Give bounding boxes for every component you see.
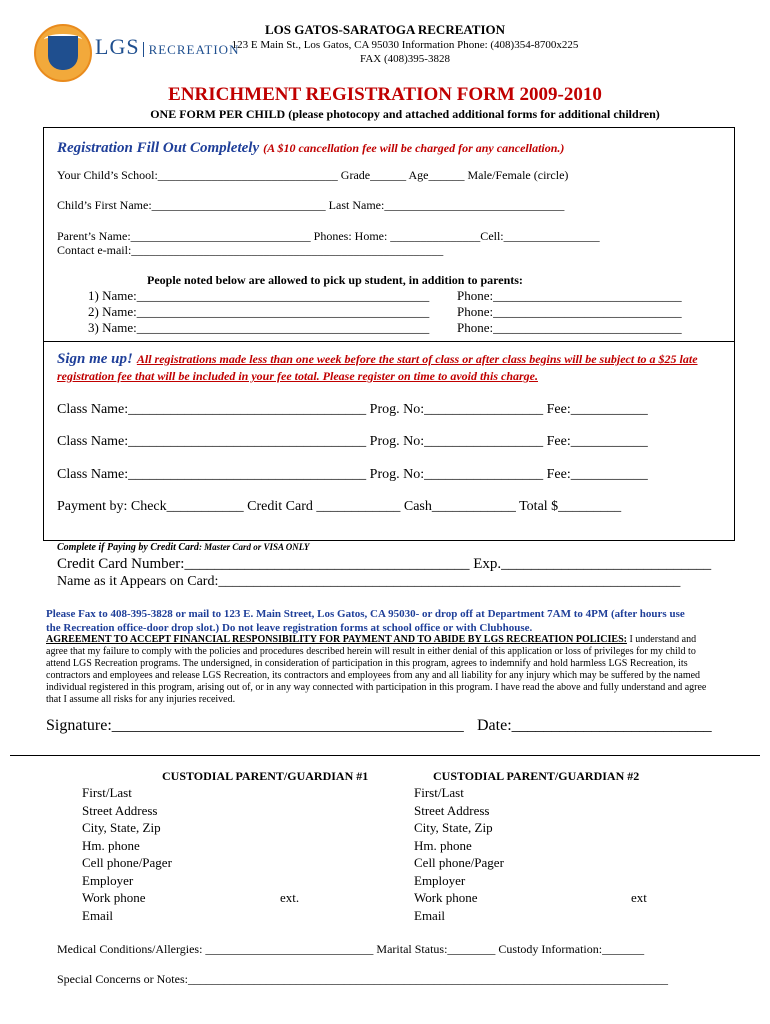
g1-field-street[interactable]: Street Address <box>82 803 158 818</box>
signature-line[interactable]: Signature:____________________________________________ <box>46 717 464 734</box>
credit-heading-row <box>57 542 309 553</box>
pickup-name-2[interactable]: 2) Name:_____________________________________________ <box>88 304 430 319</box>
parent-line[interactable]: Parent’s Name:______________________________ Phones: Home: _______________Cell:________________ <box>57 229 600 243</box>
g2-field-firstlast[interactable]: First/Last <box>414 785 464 800</box>
org-name: LOS GATOS-SARATOGA RECREATION <box>264 22 506 37</box>
section-rule <box>10 755 760 756</box>
pickup-phone-2[interactable]: Phone:_____________________________ <box>457 304 682 319</box>
agreement-row-1 <box>46 634 696 645</box>
g2-field-cell[interactable]: Cell phone/Pager <box>414 855 504 870</box>
late-fee-note-1: All registrations made less than one week before the start of class or after class begins will be subject to a $25 late <box>136 352 698 366</box>
form-title: ENRICHMENT REGISTRATION FORM 2009-2010 <box>168 84 602 105</box>
payment-line[interactable]: Payment by: Check___________ Credit Card ____________ Cash____________ Total $_________ <box>57 499 622 514</box>
credit-heading: Complete if Paying by Credit Card <box>57 542 199 553</box>
pickup-heading: People noted below are allowed to pick up student, in addition to parents: <box>147 273 523 287</box>
g1-field-email[interactable]: Email <box>82 908 114 923</box>
g2-field-employer[interactable]: Employer <box>414 873 466 888</box>
sign-me-up-heading: Sign me up! <box>57 351 133 367</box>
g2-field-street[interactable]: Street Address <box>414 803 490 818</box>
g1-field-cell[interactable]: Cell phone/Pager <box>82 855 172 870</box>
fax-note-1: Please Fax to 408-395-3828 or mail to 123 E. Main Street, Los Gatos, CA 95030- or drop off at Department 7AM to 4PM (after hours use <box>46 608 685 620</box>
logo-recreation: RECREATION <box>143 42 240 57</box>
section-divider <box>43 341 734 342</box>
org-fax: FAX (408)395-3828 <box>360 53 450 65</box>
g1-field-workphone[interactable]: Work phone <box>82 890 146 905</box>
g2-field-email[interactable]: Email <box>414 908 446 923</box>
section2-heading-row <box>57 350 698 368</box>
card-number-line[interactable]: Credit Card Number:______________________________________ Exp.____________________________ <box>57 556 712 572</box>
logo-lgs: LGS <box>95 34 140 59</box>
agreement-text-2: agree that my failure to comply with the policies and procedures described herein will result in either denial of this application or loss of privileges for my child to <box>46 646 696 657</box>
form-subtitle: ONE FORM PER CHILD (please photocopy and attached additional forms for additional children) <box>150 107 660 121</box>
medical-line[interactable]: Medical Conditions/Allergies: ____________________________ Marital Status:________ Custody Information:_______ <box>57 942 645 956</box>
class-line-3[interactable]: Class Name:__________________________________ Prog. No:_________________ Fee:___________ <box>57 467 648 482</box>
guardian1-heading: CUSTODIAL PARENT/GUARDIAN #1 <box>162 769 369 783</box>
email-line[interactable]: Contact e-mail:____________________________________________________ <box>57 243 444 257</box>
guardian2-heading: CUSTODIAL PARENT/GUARDIAN #2 <box>433 769 640 783</box>
concerns-line[interactable]: Special Concerns or Notes:________________________________________________________________________________ <box>57 972 668 986</box>
class-line-1[interactable]: Class Name:__________________________________ Prog. No:_________________ Fee:___________ <box>57 402 648 417</box>
credit-heading-rest: : Master Card or VISA ONLY <box>198 542 310 552</box>
g1-field-firstlast[interactable]: First/Last <box>82 785 132 800</box>
date-line[interactable]: Date:_________________________ <box>477 717 712 734</box>
agreement-text-6: that I assume all risks for any injuries received. <box>46 694 236 705</box>
org-address: 123 E Main St., Los Gatos, CA 95030 Information Phone: (408)354-8700x225 <box>231 39 579 51</box>
card-name-line[interactable]: Name as it Appears on Card:__________________________________________________________________ <box>57 574 681 589</box>
g2-field-ext: ext <box>631 890 647 905</box>
g2-field-hmphone[interactable]: Hm. phone <box>414 838 472 853</box>
pickup-phone-3[interactable]: Phone:_____________________________ <box>457 320 682 335</box>
section1-heading: Registration Fill Out Completely <box>57 140 260 156</box>
agreement-text-3: attend LGS Recreation programs. The undersigned, in consideration of participation in this program, agrees to indemnify and hold harmless LGS Recreation, its <box>46 658 688 669</box>
g1-field-ext: ext. <box>280 890 300 905</box>
school-line[interactable]: Your Child’s School:______________________________ Grade______ Age______ Male/Female (circle) <box>57 168 569 182</box>
cancellation-note: (A $10 cancellation fee will be charged for any cancellation.) <box>263 141 565 155</box>
agreement-text-1: I understand and <box>626 634 697 645</box>
g2-field-workphone[interactable]: Work phone <box>414 890 478 905</box>
agreement-text-4: contractors and employees and release LGS Recreation, its contractors and employees from any and all liability for any injury which may be suffered by the named <box>46 670 701 681</box>
section1-heading-row <box>57 139 564 157</box>
child-name-line[interactable]: Child’s First Name:_____________________________ Last Name:______________________________ <box>57 198 565 212</box>
agreement-text-5: individual registered in this program, arising out of, or in any way connected with participation in this program. I have read the above and fully understand and agree <box>46 682 707 693</box>
fax-note-2: the Recreation office-door drop slot.) Do not leave registration forms at school office or with Clubhouse. <box>46 622 533 634</box>
g1-field-employer[interactable]: Employer <box>82 873 134 888</box>
g1-field-hmphone[interactable]: Hm. phone <box>82 838 140 853</box>
g2-field-city[interactable]: City, State, Zip <box>414 820 493 835</box>
pickup-name-1[interactable]: 1) Name:_____________________________________________ <box>88 288 430 303</box>
late-fee-note-2: registration fee that will be included in your fee total. Please register on time to avoid this charge. <box>57 369 538 383</box>
class-line-2[interactable]: Class Name:__________________________________ Prog. No:_________________ Fee:___________ <box>57 434 648 449</box>
pickup-phone-1[interactable]: Phone:_____________________________ <box>457 288 682 303</box>
g1-field-city[interactable]: City, State, Zip <box>82 820 161 835</box>
agreement-heading: AGREEMENT TO ACCEPT FINANCIAL RESPONSIBILITY FOR PAYMENT AND TO ABIDE BY LGS RECREATION POLICIES: <box>46 634 627 645</box>
pickup-name-3[interactable]: 3) Name:_____________________________________________ <box>88 320 430 335</box>
